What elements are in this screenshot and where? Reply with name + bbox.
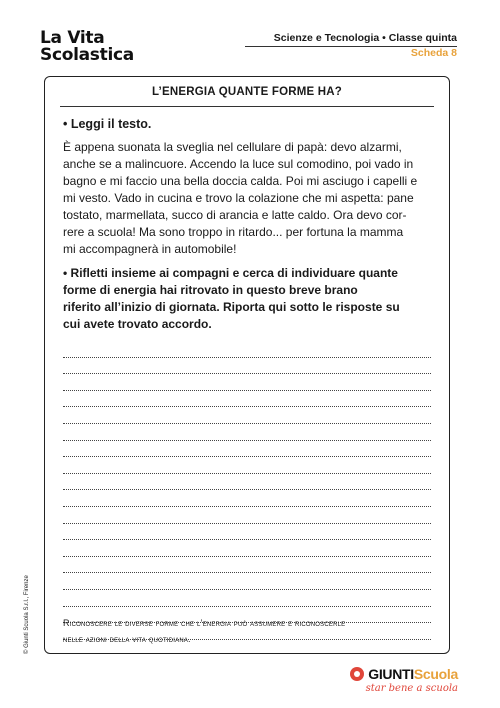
instruction-line: • Rifletti insieme ai compagni e cerca di individuare quante <box>63 266 398 280</box>
instruction-line: forme di energia hai ritrovato in questo breve brano <box>63 283 358 297</box>
text-line: rere a scuola! Ma sono troppo in ritardo... per fortuna la mamma <box>63 225 404 239</box>
sheet-number: Scheda 8 <box>410 47 457 59</box>
answer-line <box>63 507 431 524</box>
text-line: mi vesto. Vado in cucina e trovo la colazione che mi aspetta: pane <box>63 191 414 205</box>
instruction-reflect <box>63 265 435 333</box>
instruction-line: riferito all’inizio di giornata. Riporta qui sotto le risposte su <box>63 300 400 314</box>
answer-lines <box>63 341 431 640</box>
answer-line <box>63 474 431 491</box>
logo-line-1: La Vita <box>40 28 105 48</box>
brand-name-part-2: Scuola <box>413 666 458 682</box>
objective-line: Riconoscere le diverse forme che l’energia può assumere e riconoscerle <box>63 618 346 628</box>
answer-line <box>63 407 431 424</box>
answer-line <box>63 341 431 358</box>
header-divider <box>245 46 457 47</box>
instruction-line: cui avete trovato accordo. <box>63 317 212 331</box>
giunti-logo-icon <box>350 667 364 681</box>
answer-line <box>63 590 431 607</box>
answer-line <box>63 540 431 557</box>
title-divider <box>60 106 434 107</box>
answer-line <box>63 374 431 391</box>
text-line: bagno e mi faccio una bella doccia calda. Poi mi asciugo i capelli e <box>63 174 418 188</box>
text-line: mi accompagnerà in automobile! <box>63 242 237 256</box>
answer-line <box>63 524 431 541</box>
copyright-notice: © Giunti Scuola S.r.l., Firenze <box>24 575 30 654</box>
answer-line <box>63 441 431 458</box>
worksheet-box <box>44 76 450 654</box>
text-line: È appena suonata la sveglia nel cellulare di papà: devo alzarmi, <box>63 140 402 154</box>
text-line: tostato, marmellata, succo di arancia e latte caldo. Ora devo cor- <box>63 208 407 222</box>
reading-text <box>63 139 431 258</box>
answer-line <box>63 358 431 375</box>
answer-line <box>63 457 431 474</box>
answer-line <box>63 391 431 408</box>
answer-line <box>63 424 431 441</box>
answer-line <box>63 490 431 507</box>
instruction-read: • Leggi il testo. <box>63 117 152 131</box>
answer-line <box>63 573 431 590</box>
objective-line: nelle azioni della vita quotidiana. <box>63 634 191 644</box>
logo-line-2: Scolastica <box>40 45 134 65</box>
subject-label: Scienze e Tecnologia • Classe quinta <box>273 32 457 44</box>
worksheet-title: L’ENERGIA QUANTE FORME HA? <box>151 86 343 98</box>
brand-name <box>368 666 458 682</box>
answer-line <box>63 557 431 574</box>
magazine-logo <box>40 30 134 64</box>
publisher-brand <box>350 666 458 694</box>
brand-name-part-1: GIUNTI <box>368 666 414 682</box>
learning-objective <box>63 615 435 647</box>
brand-tagline: star bene a scuola <box>365 683 458 694</box>
text-line: anche se a malincuore. Accendo la luce sul comodino, poi vado in <box>63 157 414 171</box>
